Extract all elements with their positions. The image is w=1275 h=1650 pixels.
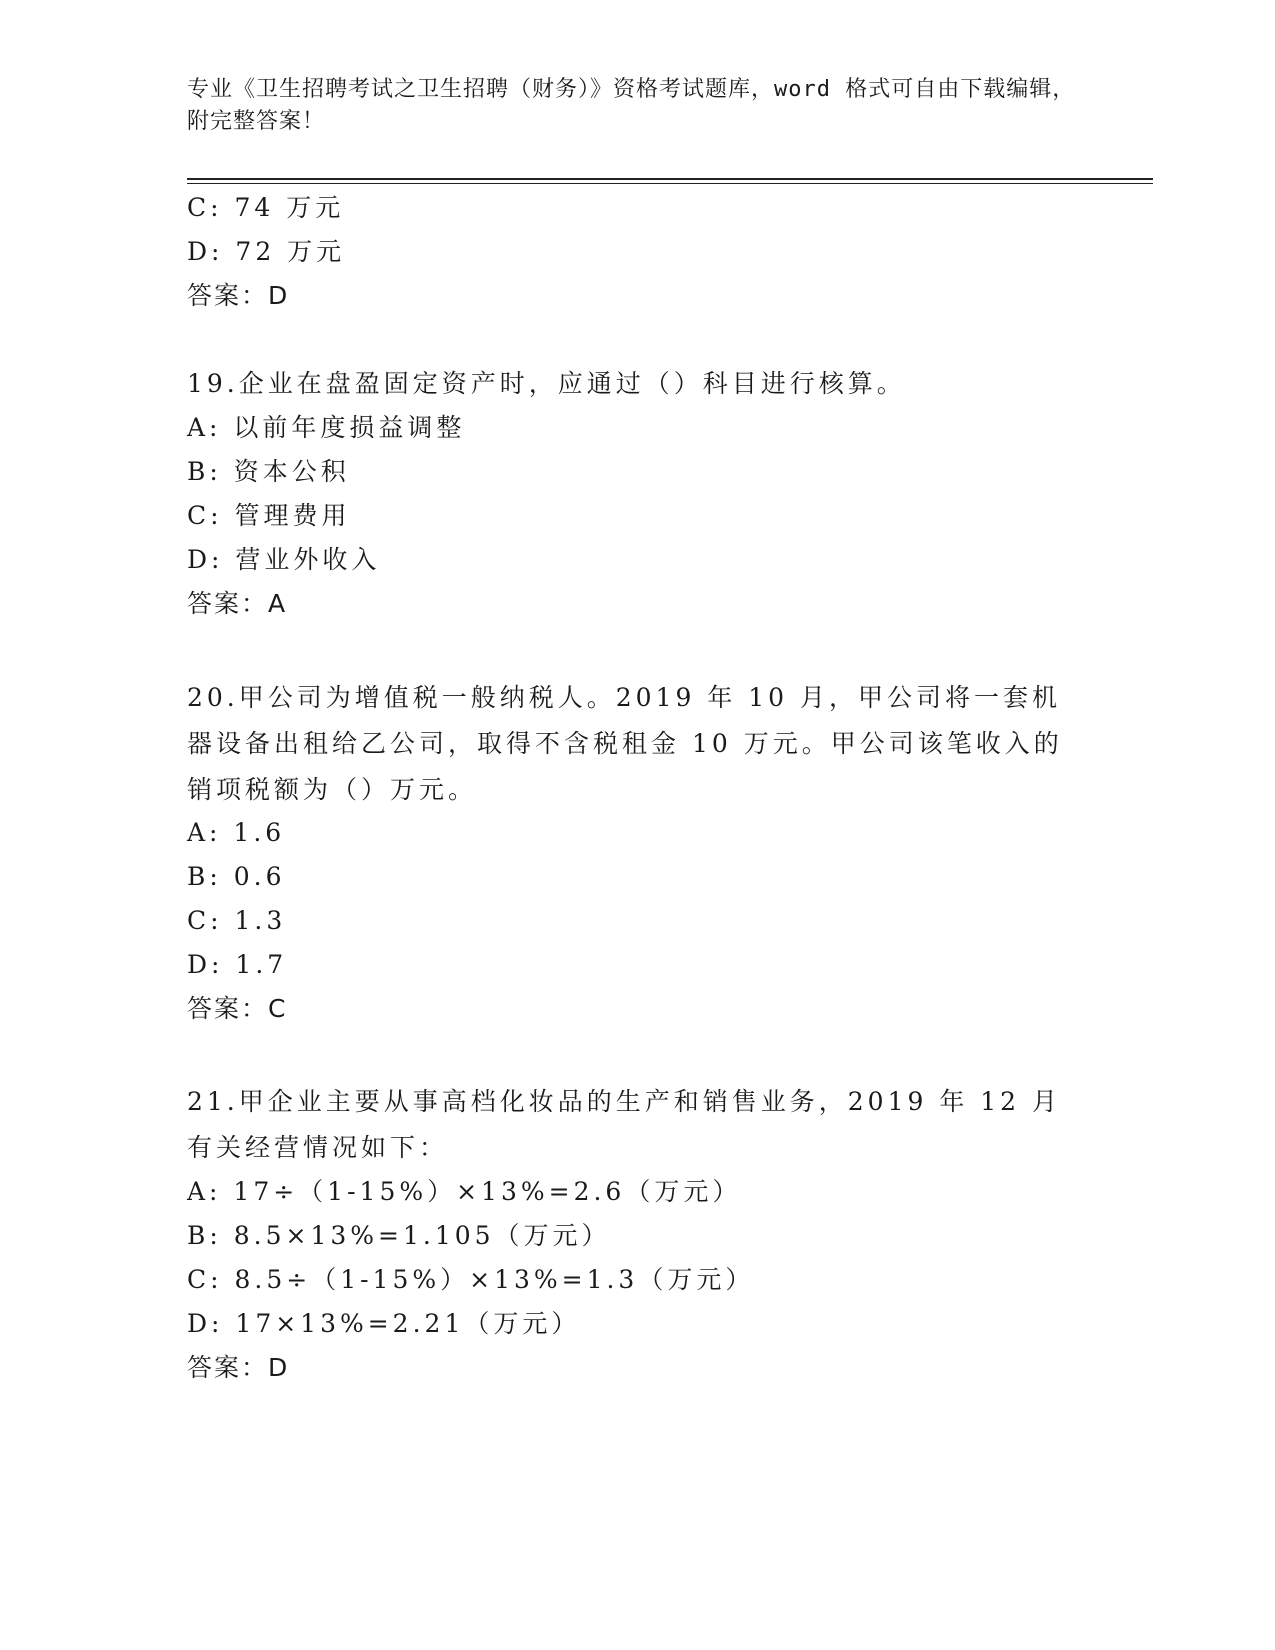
q20-option-d: D: 1.7: [187, 950, 288, 979]
q21-stem: 21.甲企业主要从事高档化妆品的生产和销售业务，2019 年 12 月有关经营情况如下：: [187, 1087, 1062, 1162]
q19-option-d: D: 营业外收入: [187, 545, 381, 574]
q21-option-a: A: 17÷（1-15%）×13%=2.6（万元）: [187, 1177, 742, 1206]
q19-option-b: B: 资本公积: [187, 457, 350, 486]
q20-answer: 答案：C: [187, 994, 288, 1023]
q19-option-a: A: 以前年度损益调整: [187, 413, 466, 442]
q21-option-c: C: 8.5÷（1-15%）×13%=1.3（万元）: [187, 1265, 755, 1294]
q20-option-a: A: 1.6: [187, 818, 286, 847]
q20-option-c: C: 1.3: [187, 906, 287, 935]
q19-answer: 答案：A: [187, 589, 288, 618]
q20-option-b: B: 0.6: [187, 862, 286, 891]
q19-stem: 19.企业在盘盈固定资产时，应通过（）科目进行核算。: [187, 369, 906, 398]
q21-option-b: B: 8.5×13%=1.105（万元）: [187, 1221, 611, 1250]
document-header: 专业《卫生招聘考试之卫生招聘（财务）》资格考试题库，word 格式可自由下载编辑，附完整答案！: [187, 77, 1076, 134]
prev-answer: 答案：D: [187, 281, 290, 310]
q19-option-c: C: 管理费用: [187, 501, 351, 530]
q21-option-d: D: 17×13%=2.21（万元）: [187, 1309, 581, 1338]
header-divider-thin: [187, 183, 1153, 184]
prev-option-c: C: 74 万元: [187, 193, 345, 222]
header-divider-thick: [187, 178, 1153, 180]
prev-option-d: D: 72 万元: [187, 237, 346, 266]
q20-stem: 20.甲公司为增值税一般纳税人。2019 年 10 月，甲公司将一套机器设备出租给乙公司，取得不含税租金 10 万元。甲公司该笔收入的销项税额为（）万元。: [187, 683, 1063, 804]
q21-answer: 答案：D: [187, 1353, 290, 1382]
